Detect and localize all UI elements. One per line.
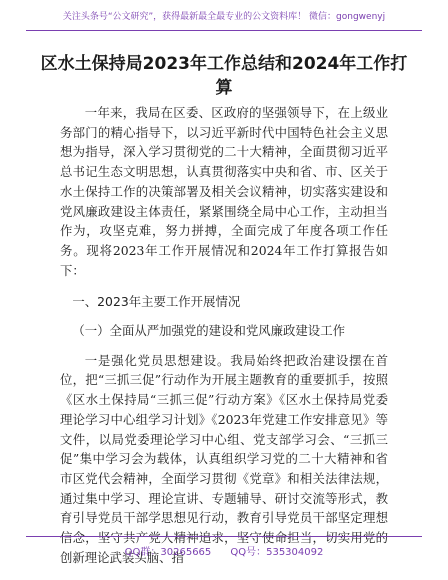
document-title: 区水土保持局2023年工作总结和2024年工作打算	[40, 54, 408, 98]
footer-divider	[26, 536, 422, 537]
contact-footer: QQ群：30265665 QQ号：535304092	[124, 547, 324, 558]
section-heading: 一、2023年主要工作开展情况	[72, 294, 241, 310]
header-divider	[26, 30, 422, 31]
intro-paragraph: 一年来，我局在区委、区政府的坚强领导下，在上级业务部门的精心指导下，以习近平新时代中国特色社会主义思想为指导，深入学习贯彻党的二十大精神，全面贯彻习近平总书记生态文明思想，认真贯彻落实中央和省、市、区关于水土保持工作的决策部署及相关会议精神，切实落实建设和党风廉政建设主体责任，紧紧围绕全局中心工作，主动担当作为，攻坚克难，努力拼搏，全面完成了年度各项工作任务。现将2023年工作开展情况和2024年工作打算报告如下：	[60, 105, 388, 278]
promo-banner: 关注头条号“公文研究”，获得最新最全最专业的公文资料库！ 微信：gongwenyj	[62, 12, 386, 22]
body-paragraph: 一是强化党员思想建设。我局始终把政治建设摆在首位，把“三抓三促”行动作为开展主题教育的重要抓手，按照《区水土保持局“三抓三促”行动方案》《区水土保持局党委理论学习中心组学习计划》《2023年党建工作安排意见》等文件，以局党委理论学习中心组、党支部学习会、“三抓三促”集中学习会为载体，认真组织学习党的二十大精神和省市区党代会精神，全面学习贯彻《党章》和相关法律法规，通过集中学习、理论宣讲、专题辅导、研讨交流等形式，教育引导党员干部学思想见行动，教育引导党员干部坚定理想信念，坚守共产党人精神追求，坚守使命担当，切实用党的创新理论武装头脑、指	[60, 352, 388, 565]
subsection-heading: （一）全面从严加强党的建设和党风廉政建设工作	[72, 323, 345, 339]
document-body	[60, 103, 388, 567]
